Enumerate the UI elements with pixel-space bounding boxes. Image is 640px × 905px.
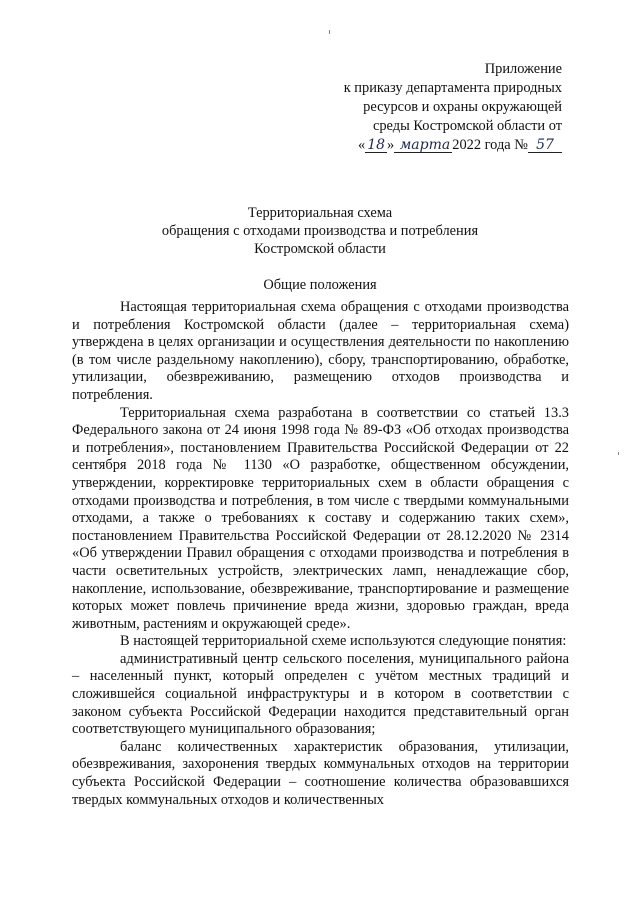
appendix-line: ресурсов и охраны окружающей [363, 99, 562, 115]
appendix-date-line [344, 136, 562, 155]
section-heading: Общие положения [263, 277, 377, 293]
scan-mark [618, 452, 619, 455]
paragraph: Территориальная схема разработана в соответствии со статьей 13.3 Федерального закона от 24 июня 1998 года № 89-ФЗ «Об отходах производства и потребления», постановлением Правительства Российской Федерации от 22 сентября 2018 года № 1130 «О разработке, общественном обсуждении, утверждении, корректировке территориальных схем в области обращения с отходами производства и потребления, в том числе с твердыми коммунальными отходами, а также о требованиях к составу и содержанию таких схем», постановлением Правительства Российской Федерации от 28.12.2020 № 2314 «Об утверждении Правил обращения с отходами производства и потребления в части осветительных устройств, электрических ламп, ненадлежащие сбор, накопление, использование, обезвреживание, транспортирование и размещение которых может повлечь причинение вреда жизни, здоровью граждан, вреда животным, растениям и окружающей среде». [72, 404, 569, 632]
date-year-text: 2022 года № [452, 137, 528, 153]
document-title [60, 204, 580, 258]
appendix-line: к приказу департамента природных [343, 80, 562, 96]
appendix-block [344, 60, 562, 155]
paragraph: баланс количественных характеристик образования, утилизации, обезвреживания, захоронения твердых коммунальных отходов на территории субъекта Российской Федерации – соотношение количества образовавшихся твердых коммунальных отходов и количественных [72, 738, 569, 808]
handwritten-day: 18 [367, 137, 386, 153]
date-open-quote: « [358, 137, 366, 153]
document-body [72, 299, 569, 809]
title-line: обращения с отходами производства и потребления [161, 223, 479, 239]
appendix-line: среды Костромской области от [372, 118, 562, 134]
title-line: Костромской области [254, 241, 386, 257]
handwritten-order-number: 57 [528, 138, 562, 153]
paragraph: Настоящая территориальная схема обращения с отходами производства и потребления Костромской области (далее – территориальная схема) утверждена в целях организации и осуществления деятельности по накоплению (в том числе раздельному накоплению), сбору, транспортированию, обработке, утилизации, обезвреживанию, размещению отходов производства и потребления. [72, 299, 569, 403]
appendix-label: Приложение [484, 61, 562, 77]
title-line: Территориальная схема [247, 205, 393, 221]
handwritten-month: марта [394, 138, 452, 153]
date-close-quote: » [387, 137, 395, 153]
paragraph: административный центр сельского поселения, муниципального района – населенный пункт, который определен с учётом местных традиций и сложившейся социальной инфраструктуры и в котором в соответствии с законом субъекта Российской Федерации находится представительный орган соответствующего муниципального образования; [72, 650, 569, 738]
scan-mark [329, 30, 330, 34]
paragraph: В настоящей территориальной схеме используются следующие понятия: [120, 633, 567, 650]
